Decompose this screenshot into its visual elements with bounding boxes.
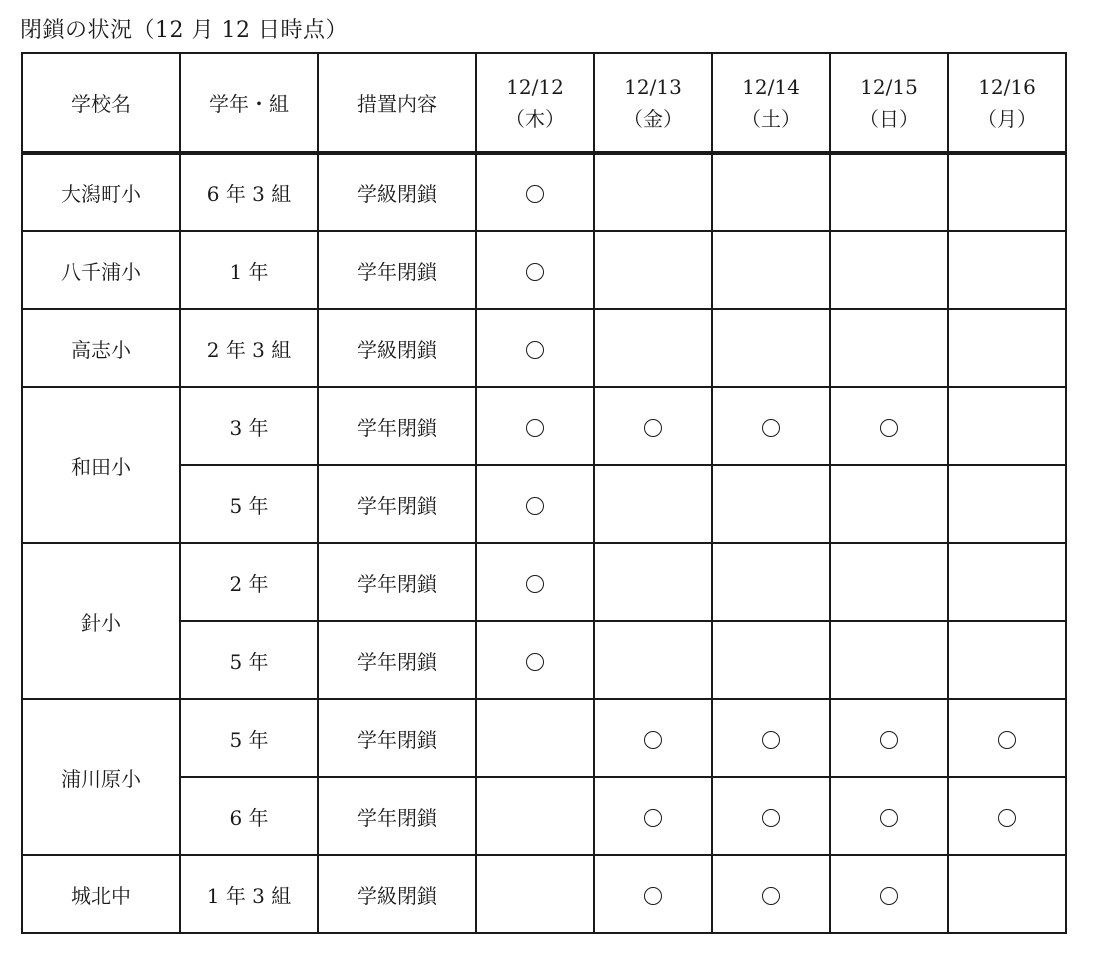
circle-mark-icon — [526, 497, 544, 515]
grade-class-cell: 5 年 — [180, 465, 318, 543]
grade-class-cell: 1 年 3 組 — [180, 855, 318, 933]
circle-mark-icon — [644, 731, 662, 749]
mark-cell — [476, 699, 594, 777]
measure-cell: 学年閉鎖 — [318, 465, 476, 543]
school-name-cell: 八千浦小 — [22, 231, 180, 309]
table-row — [22, 699, 1066, 777]
header-school: 学校名 — [22, 53, 180, 153]
mark-cell — [594, 699, 712, 777]
mark-cell — [712, 621, 830, 699]
circle-mark-icon — [880, 419, 898, 437]
mark-cell — [594, 465, 712, 543]
table-row — [22, 153, 1066, 231]
grade-class-cell: 3 年 — [180, 387, 318, 465]
header-date-3-date: 12/14 — [742, 74, 800, 99]
mark-cell — [948, 543, 1066, 621]
mark-cell — [712, 777, 830, 855]
mark-cell — [712, 699, 830, 777]
header-date-5-dow: （月） — [977, 106, 1037, 131]
closure-status-table — [21, 52, 1067, 934]
grade-class-cell: 6 年 3 組 — [180, 153, 318, 231]
grade-class-cell: 5 年 — [180, 621, 318, 699]
mark-cell — [948, 309, 1066, 387]
circle-mark-icon — [880, 731, 898, 749]
mark-cell — [948, 153, 1066, 231]
circle-mark-icon — [880, 887, 898, 905]
mark-cell — [594, 543, 712, 621]
measure-cell: 学年閉鎖 — [318, 231, 476, 309]
circle-mark-icon — [644, 887, 662, 905]
mark-cell — [712, 153, 830, 231]
mark-cell — [830, 309, 948, 387]
circle-mark-icon — [762, 809, 780, 827]
school-name-cell: 和田小 — [22, 387, 180, 543]
circle-mark-icon — [644, 809, 662, 827]
mark-cell — [712, 855, 830, 933]
table-row — [22, 543, 1066, 621]
table-header-row — [22, 53, 1066, 153]
circle-mark-icon — [526, 419, 544, 437]
header-date-4-dow: （日） — [859, 106, 919, 131]
grade-class-cell: 1 年 — [180, 231, 318, 309]
school-name-cell: 大潟町小 — [22, 153, 180, 231]
mark-cell — [594, 309, 712, 387]
mark-cell — [476, 855, 594, 933]
circle-mark-icon — [762, 731, 780, 749]
circle-mark-icon — [526, 341, 544, 359]
table-row — [22, 855, 1066, 933]
mark-cell — [830, 855, 948, 933]
mark-cell — [830, 543, 948, 621]
measure-cell: 学年閉鎖 — [318, 621, 476, 699]
mark-cell — [830, 699, 948, 777]
mark-cell — [476, 777, 594, 855]
circle-mark-icon — [526, 575, 544, 593]
mark-cell — [476, 231, 594, 309]
mark-cell — [594, 777, 712, 855]
mark-cell — [830, 777, 948, 855]
measure-cell: 学年閉鎖 — [318, 387, 476, 465]
header-date-1 — [476, 53, 594, 153]
mark-cell — [948, 465, 1066, 543]
mark-cell — [476, 309, 594, 387]
mark-cell — [712, 231, 830, 309]
document-title: 閉鎖の状況（12 月 12 日時点） — [20, 18, 348, 43]
header-date-5 — [948, 53, 1066, 153]
circle-mark-icon — [644, 419, 662, 437]
header-date-1-dow: （木） — [505, 106, 565, 131]
mark-cell — [948, 699, 1066, 777]
table-row — [22, 231, 1066, 309]
table-row — [22, 309, 1066, 387]
mark-cell — [948, 621, 1066, 699]
grade-class-cell: 5 年 — [180, 699, 318, 777]
header-date-4-date: 12/15 — [860, 74, 918, 99]
mark-cell — [830, 231, 948, 309]
mark-cell — [476, 387, 594, 465]
header-date-3 — [712, 53, 830, 153]
mark-cell — [830, 621, 948, 699]
mark-cell — [476, 153, 594, 231]
header-measure: 措置内容 — [318, 53, 476, 153]
grade-class-cell: 6 年 — [180, 777, 318, 855]
mark-cell — [948, 855, 1066, 933]
circle-mark-icon — [880, 809, 898, 827]
header-date-4 — [830, 53, 948, 153]
mark-cell — [594, 621, 712, 699]
mark-cell — [594, 387, 712, 465]
mark-cell — [476, 621, 594, 699]
circle-mark-icon — [526, 263, 544, 281]
header-date-2 — [594, 53, 712, 153]
school-name-cell: 針小 — [22, 543, 180, 699]
mark-cell — [594, 855, 712, 933]
mark-cell — [594, 153, 712, 231]
mark-cell — [712, 465, 830, 543]
header-date-3-dow: （土） — [741, 106, 801, 131]
grade-class-cell: 2 年 3 組 — [180, 309, 318, 387]
mark-cell — [712, 387, 830, 465]
mark-cell — [476, 465, 594, 543]
measure-cell: 学級閉鎖 — [318, 855, 476, 933]
header-grade-class: 学年・組 — [180, 53, 318, 153]
school-name-cell: 城北中 — [22, 855, 180, 933]
circle-mark-icon — [762, 419, 780, 437]
circle-mark-icon — [998, 731, 1016, 749]
mark-cell — [830, 387, 948, 465]
header-date-5-date: 12/16 — [978, 74, 1036, 99]
mark-cell — [948, 231, 1066, 309]
measure-cell: 学年閉鎖 — [318, 777, 476, 855]
school-name-cell: 浦川原小 — [22, 699, 180, 855]
measure-cell: 学級閉鎖 — [318, 153, 476, 231]
header-date-1-date: 12/12 — [506, 74, 564, 99]
circle-mark-icon — [762, 887, 780, 905]
mark-cell — [948, 387, 1066, 465]
grade-class-cell: 2 年 — [180, 543, 318, 621]
circle-mark-icon — [526, 653, 544, 671]
mark-cell — [594, 231, 712, 309]
mark-cell — [830, 465, 948, 543]
header-date-2-date: 12/13 — [624, 74, 682, 99]
measure-cell: 学級閉鎖 — [318, 309, 476, 387]
circle-mark-icon — [526, 185, 544, 203]
mark-cell — [948, 777, 1066, 855]
table-row — [22, 387, 1066, 465]
measure-cell: 学年閉鎖 — [318, 543, 476, 621]
mark-cell — [830, 153, 948, 231]
mark-cell — [476, 543, 594, 621]
school-name-cell: 高志小 — [22, 309, 180, 387]
measure-cell: 学年閉鎖 — [318, 699, 476, 777]
circle-mark-icon — [998, 809, 1016, 827]
mark-cell — [712, 309, 830, 387]
mark-cell — [712, 543, 830, 621]
header-date-2-dow: （金） — [623, 106, 683, 131]
